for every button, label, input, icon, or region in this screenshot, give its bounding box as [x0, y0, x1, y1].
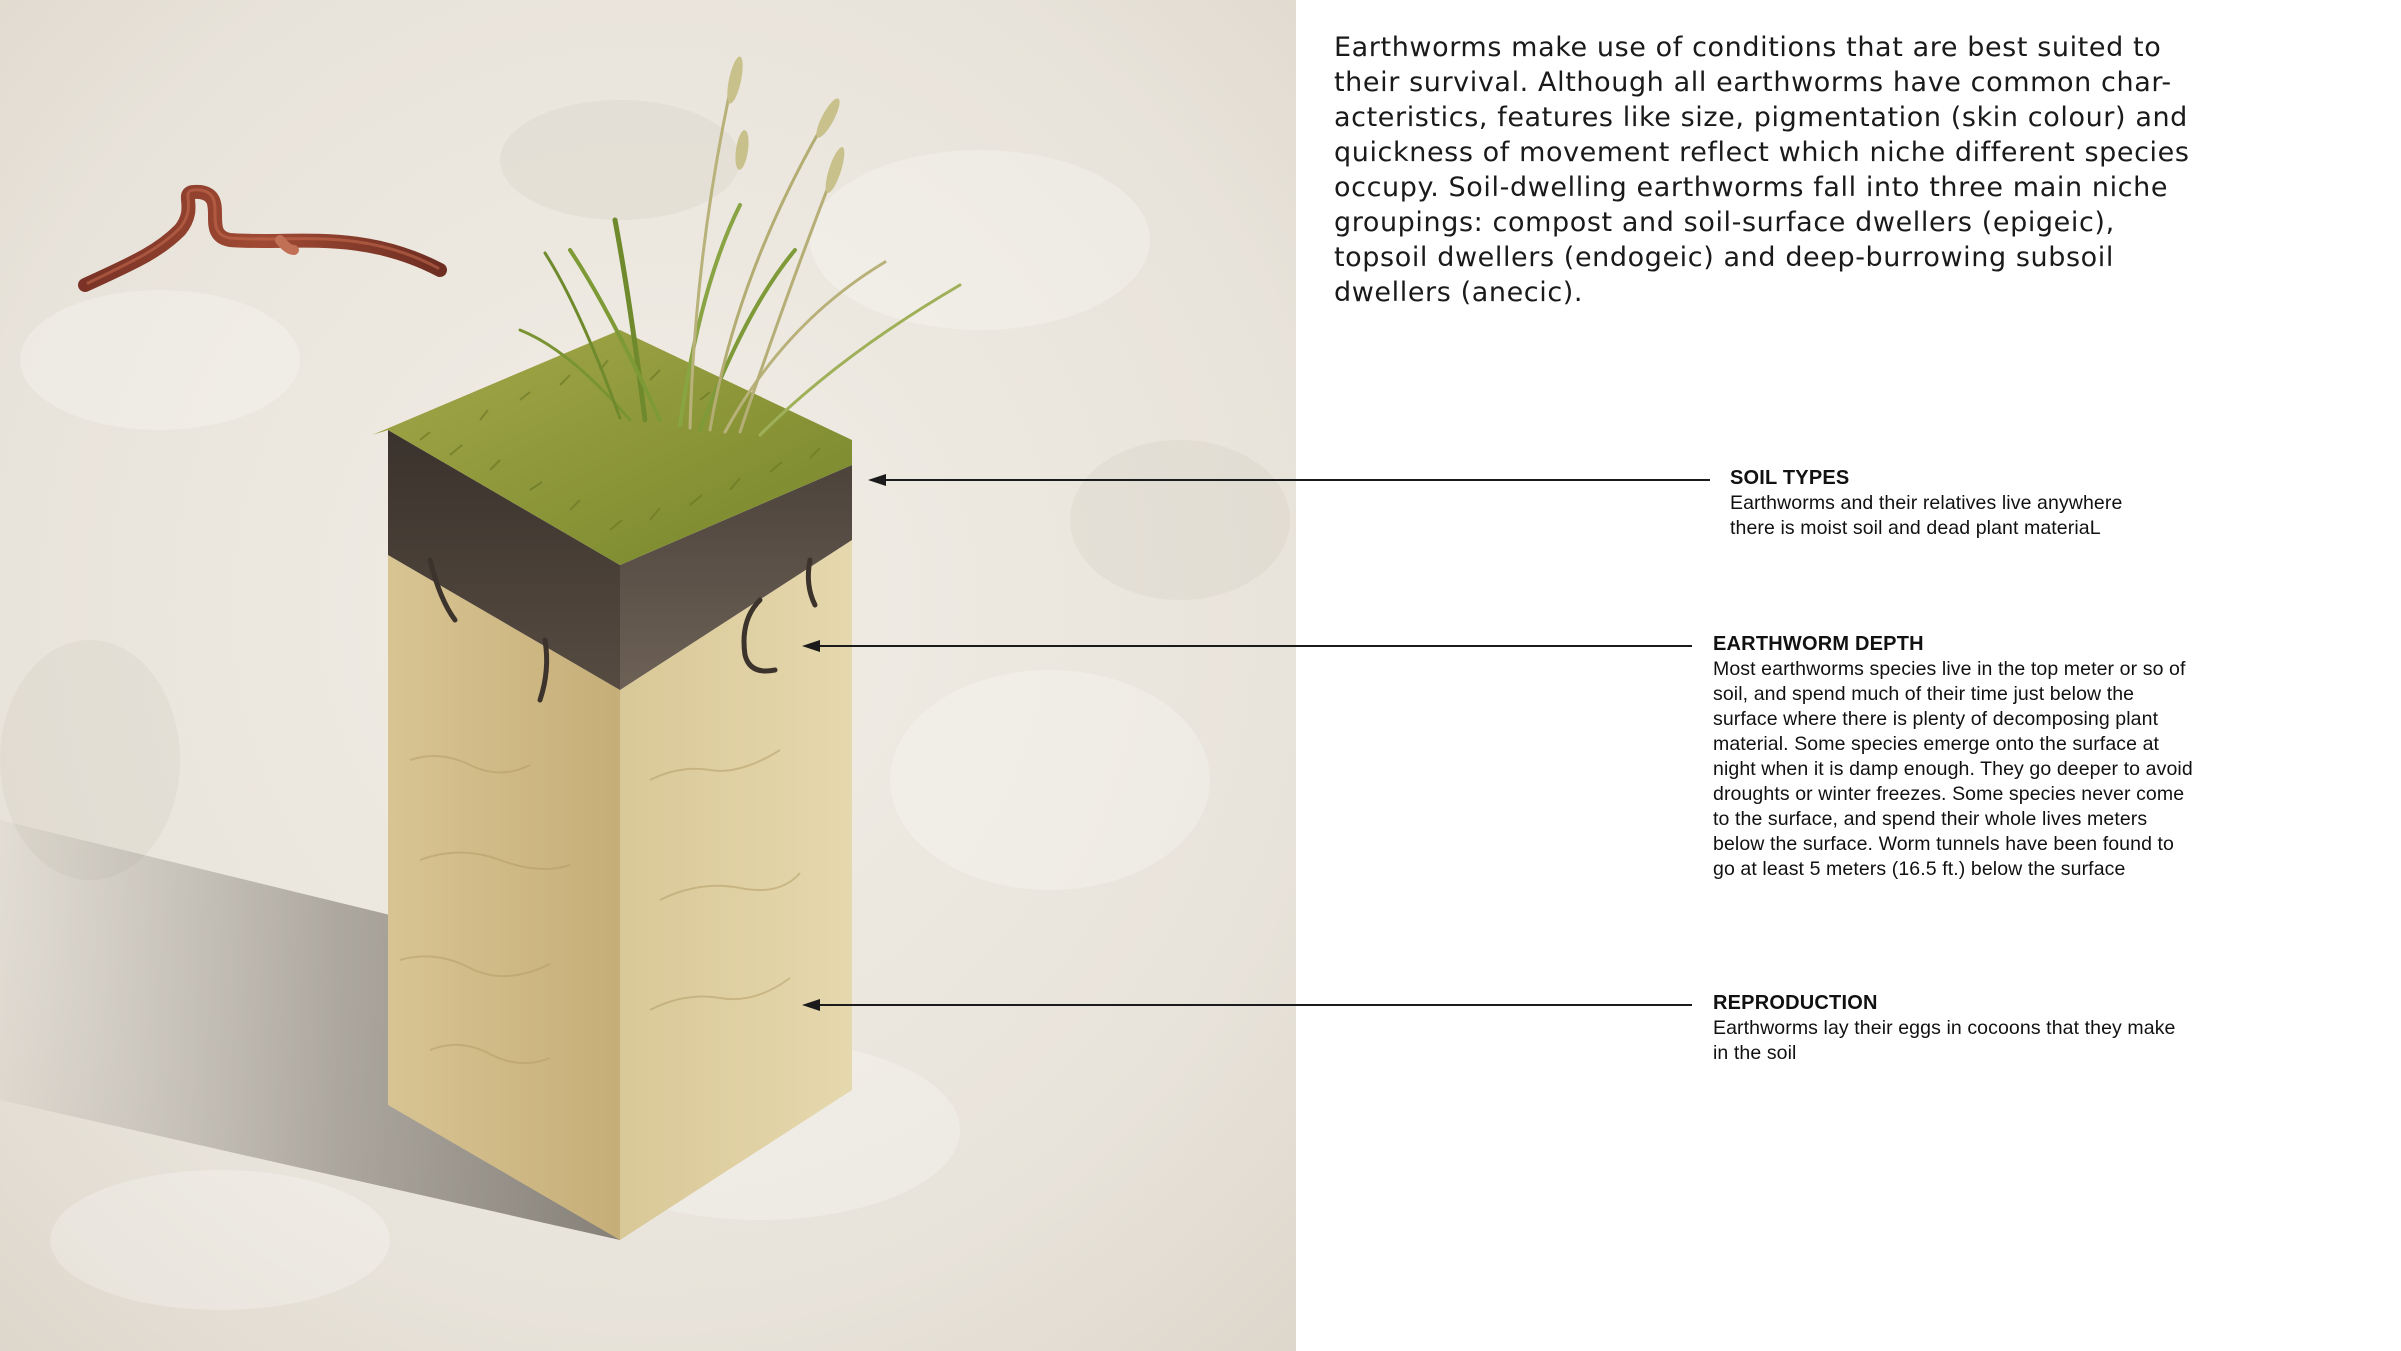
earthworm-depth-body: Most earthworms species live in the top meter or so of soil, and spend much of their time just below the surface where there is plenty of decomposing plant material. Some species emerge onto the surface at night when it is damp enough. They go deeper to avoid droughts or winter freezes. Some species never come to the surface, and spend their whole lives meters below the surface. Worm tunnels have been found to go at least 5 meters (16.5 ft.) below the surface	[1713, 658, 2193, 880]
soil-types-leader-line	[872, 479, 1710, 481]
earthworm-depth-leader-line	[806, 645, 1692, 647]
earthworm-depth-callout	[1713, 632, 2193, 882]
soil-types-body: Earthworms and their relatives live anywhere there is moist soil and dead plant materiaL	[1730, 492, 2123, 539]
soil-types-callout	[1730, 466, 2210, 541]
reproduction-body: Earthworms lay their eggs in cocoons that they make in the soil	[1713, 1017, 2176, 1064]
reproduction-callout	[1713, 991, 2193, 1066]
reproduction-title: REPRODUCTION	[1713, 992, 1878, 1014]
intro-paragraph: Earthworms make use of conditions that are best suited to their survival. Although all earthworms have common char-acteristics, features like size, pigmentation (skin colour) and quickness of movement reflect which niche different species occupy. Soil-dwelling earthworms fall into three main niche groupings: compost and soil-surface dwellers (epigeic), topsoil dwellers (endogeic) and deep-burrowing subsoil dwellers (anecic).	[1334, 32, 2190, 308]
earthworm-depth-title: EARTHWORM DEPTH	[1713, 633, 1924, 655]
reproduction-leader-line	[806, 1004, 1692, 1006]
soil-types-title: SOIL TYPES	[1730, 467, 1850, 489]
